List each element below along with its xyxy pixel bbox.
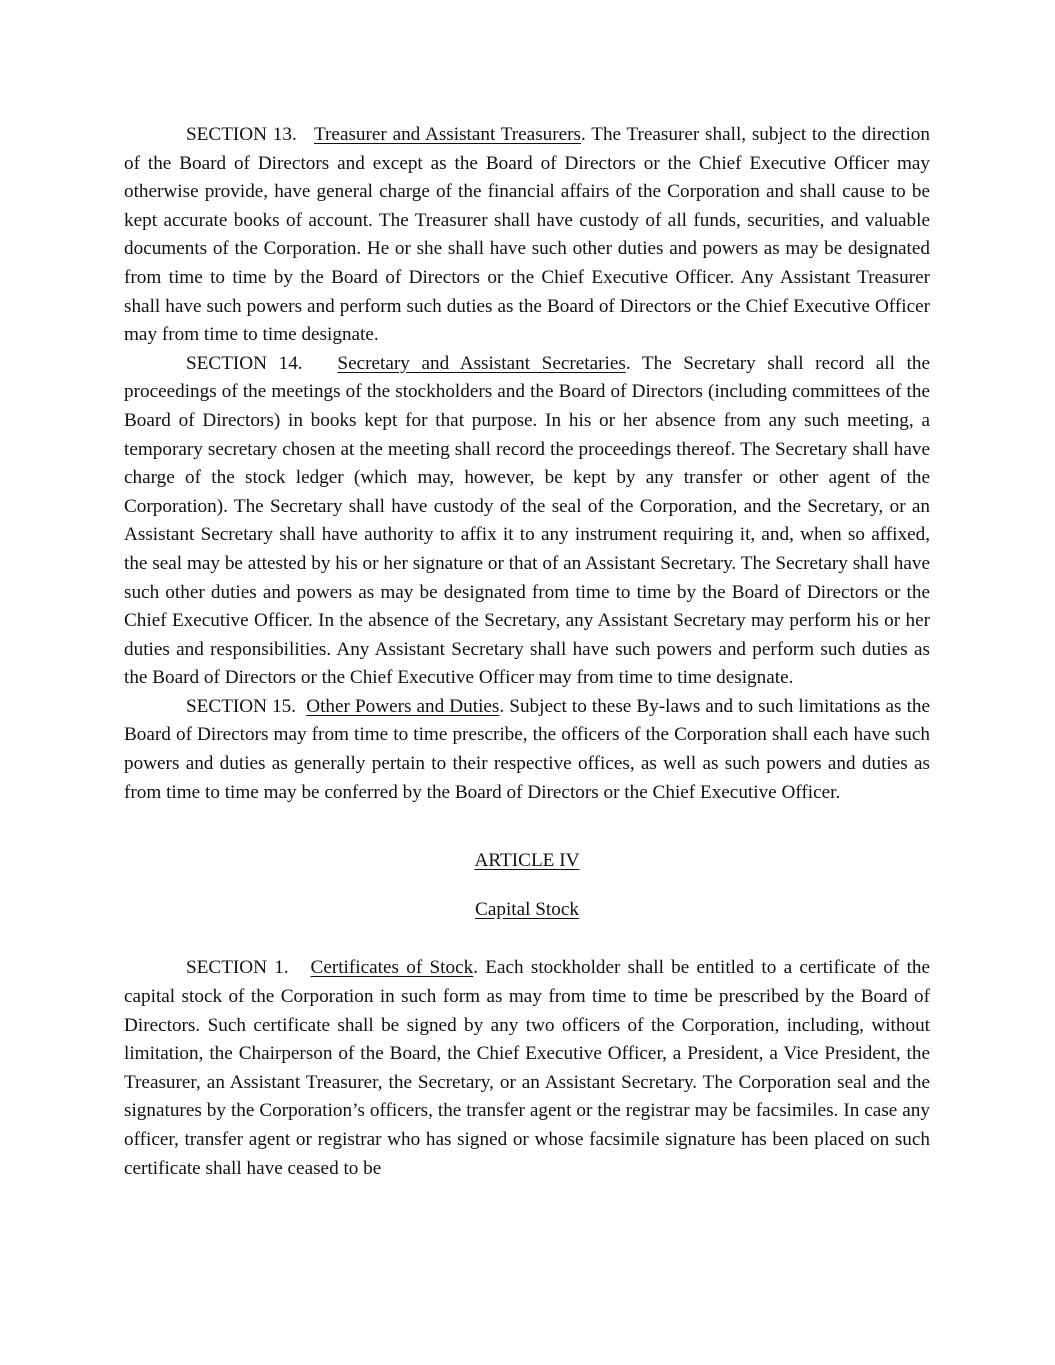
section-1-text: . Each stockholder shall be entitled to a certificate of the capital stock of the Corporation in such form as may from time to time be prescribed by the Board of Directors. Such certificate shall be signed by any two officers of the Corporation, including, without limitation, the Chairperson of the Board, the Chief Executive Officer, a President, a Vice President, the Treasurer, an Assistant Treasurer, the Secretary, or an Assistant Secretary. The Corporation seal and the signatures by the Corporation’s officers, the transfer agent or the registrar may be facsimiles. In case any officer, transfer agent or registrar who has signed or whose facsimile signature has been placed on such certificate shall have ceased to be [124,957,931,1179]
section-15-paragraph [124,693,930,807]
article-heading [124,847,930,876]
section-15-title: Other Powers and Duties [306,695,500,717]
section-14-paragraph [124,350,930,693]
section-15-number: SECTION 15. [186,695,297,717]
document-page [124,121,930,1183]
section-1-title: Certificates of Stock [310,957,474,979]
section-13-paragraph [124,121,930,350]
section-13-text: . The Treasurer shall, subject to the direction of the Board of Directors and except as the Board of Directors or the Chief Executive Officer may otherwise provide, have general charge of the financial affairs of the Corporation and shall cause to be kept accurate books of account. The Treasurer shall have custody of all funds, securities, and valuable documents of the Corporation. He or she shall have such other duties and powers as may be designated from time to time by the Board of Directors or the Chief Executive Officer. Any Assistant Treasurer shall have such powers and perform such duties as the Board of Directors or the Chief Executive Officer may from time to time designate. [124,124,930,346]
section-13-title: Treasurer and Assistant Treasurers [314,124,582,145]
section-14-text: . The Secretary shall record all the proceedings of the meetings of the stockholders and the Board of Directors (including committees of the Board of Directors) in books kept for that purpose. In his or her absence from any such meeting, a temporary secretary chosen at the meeting shall record the proceedings thereof. The Secretary shall have charge of the stock ledger (which may, however, be kept by any transfer or other agent of the Corporation). The Secretary shall have custody of the seal of the Corporation, and the Secretary, or an Assistant Secretary shall have authority to affix it to any instrument requiring it, and, when so affixed, the seal may be attested by his or her signature or that of an Assistant Secretary. The Secretary shall have such other duties and powers as may be designated from time to time by the Board of Directors or the Chief Executive Officer. In the absence of the Secretary, any Assistant Secretary may perform his or her duties and responsibilities. Any Assistant Secretary shall have such powers and perform such duties as the Board of Directors or the Chief Executive Officer may from time to time designate. [124,352,931,689]
section-14-number: SECTION 14. [186,352,303,374]
article-heading-text: ARTICLE IV [474,850,580,872]
section-15-text: . Subject to these By-laws and to such limitations as the Board of Directors may from time to time prescribe, the officers of the Corporation shall each have such powers and duties as generally pertain to their respective offices, as well as such powers and duties as from time to time may be conferred by the Board of Directors or the Chief Executive Officer. [124,695,931,803]
article-subheading [124,896,930,925]
section-14-title: Secretary and Assistant Secretaries [337,352,626,374]
section-13-number: SECTION 13. [186,124,297,145]
article-subheading-text: Capital Stock [475,898,579,920]
section-1-paragraph [124,954,930,1183]
section-1-number: SECTION 1. [186,957,289,979]
